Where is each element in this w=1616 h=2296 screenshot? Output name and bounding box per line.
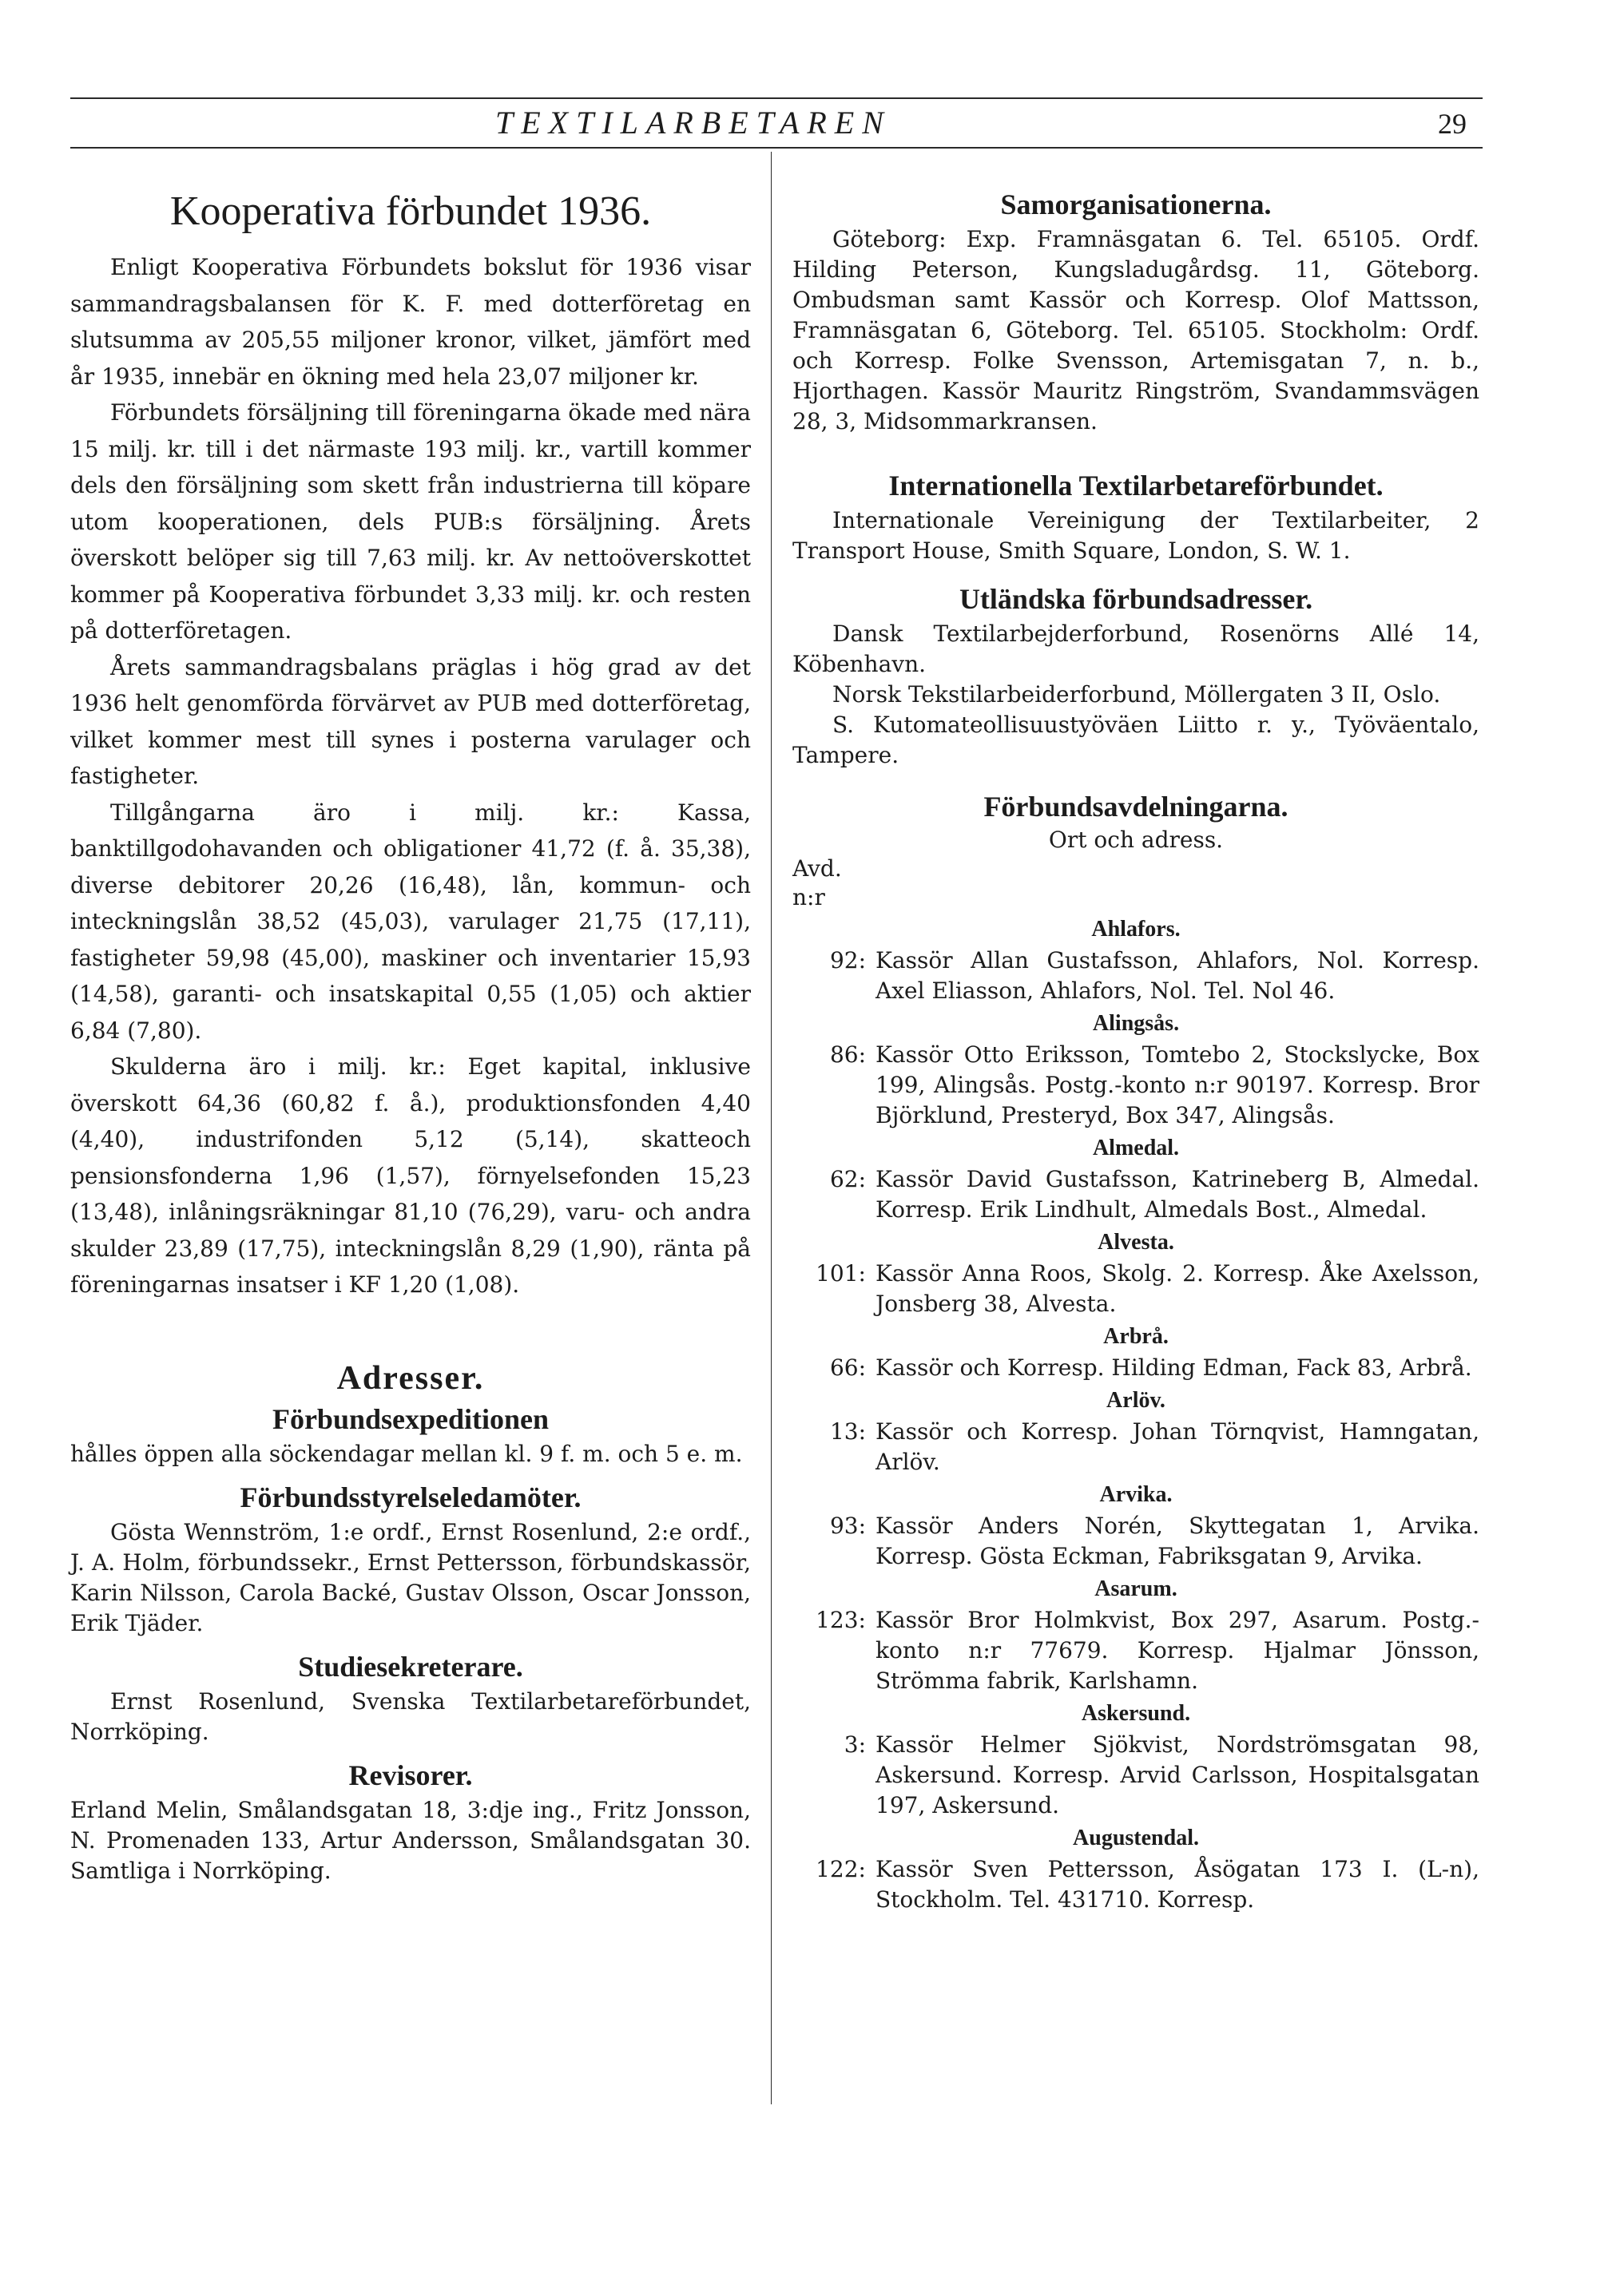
utlandska-item: Dansk Textilarbejderforbund, Rosenörns Allé 14, Köbenhavn.	[792, 621, 1479, 677]
section-heading: Förbundsexpeditionen	[272, 1402, 550, 1435]
avdelningar-heading: Förbundsavdelningarna.	[983, 791, 1288, 823]
column-divider	[771, 152, 772, 2104]
avd-label: Avd.	[792, 855, 842, 882]
section-heading: Revisorer.	[348, 1759, 473, 1791]
avdelning-entry	[792, 1259, 1479, 1319]
article-paragraph: Årets sammandragsbalans präglas i hög grad av det 1936 helt genomförda förvärvet av PUB med dotterföretag, vilket kommer mest till synes i posterna varulager och fastigheter.	[70, 653, 751, 789]
page-number: 29	[1438, 108, 1467, 140]
avdelning-entry	[792, 946, 1479, 1006]
avdelning-entry	[792, 1417, 1479, 1477]
avdelning-number: 101:	[816, 1260, 866, 1287]
avdelning-entry	[792, 1511, 1479, 1572]
article-title: Kooperativa förbundet 1936.	[169, 188, 652, 234]
avdelning-address: Kassör Allan Gustafsson, Ahlafors, Nol. Korresp. Axel Eliasson, Ahlafors, Nol. Tel. Nol 46.	[875, 947, 1479, 1004]
avdelning-town: Asarum.	[1094, 1576, 1177, 1601]
avdelning-address: Kassör Helmer Sjökvist, Nordströmsgatan 98, Askersund. Korresp. Arvid Carlsson, Hospitalsgatan 197, Askersund.	[875, 1731, 1479, 1818]
header-bottom-rule	[70, 147, 1483, 149]
utlandska-item: S. Kutomateollisuustyöväen Liitto r. y., Työväentalo, Tampere.	[792, 712, 1479, 768]
utlandska-heading: Utländska förbundsadresser.	[959, 583, 1313, 615]
article-paragraph: Enligt Kooperativa Förbundets bokslut för 1936 visar sammandragsbalansen för K. F. med dotterföretag en slutsumma av 205,55 miljoner kronor, vilket, jämfört med år 1935, innebär en ökning med hela 23,07 miljoner kr.	[70, 254, 751, 390]
avdelningar-subheading: Ort och adress.	[1048, 827, 1224, 853]
avdelning-number: 86:	[829, 1041, 866, 1068]
section-text: hålles öppen alla söckendagar mellan kl. 9 f. m. och 5 e. m.	[70, 1440, 743, 1467]
avdelning-number: 66:	[829, 1354, 866, 1381]
avdelning-entry	[792, 1730, 1479, 1821]
avdelning-number: 13:	[829, 1418, 866, 1445]
avdelning-address: Kassör Bror Holmkvist, Box 297, Asarum. Postg.-konto n:r 77679. Korresp. Hjalmar Jönsson, Strömma fabrik, Karlshamn.	[875, 1607, 1479, 1694]
article-paragraph: Tillgångarna äro i milj. kr.: Kassa, banktillgodohavanden och obligationer 41,72 (f. å. 35,38), diverse debitorer 20,26 (16,48), lån, kommun- och inteckningslån 38,52 (45,03), varulager 21,75 (17,11), fastigheter 59,98 (45,00), maskiner och inventarier 15,93 (14,58), garanti- och insatskapital 0,55 (1,05) och aktier 6,84 (7,80).	[70, 799, 751, 1044]
right-column	[792, 188, 1479, 1915]
avdelning-town: Arbrå.	[1103, 1324, 1169, 1349]
section-text: Erland Melin, Smålandsgatan 18, 3:dje ing., Fritz Jonsson, N. Promenaden 133, Artur Andersson, Smålandsgatan 30. Samtliga i Norrköping.	[70, 1796, 751, 1884]
avdelning-number: 92:	[829, 947, 866, 974]
avdelning-address: Kassör Otto Eriksson, Tomtebo 2, Stockslycke, Box 199, Alingsås. Postg.-konto n:r 90197. Korresp. Bror Björklund, Presteryd, Box 347, Alingsås.	[875, 1041, 1479, 1128]
section-text: Gösta Wennström, 1:e ordf., Ernst Rosenlund, 2:e ordf., J. A. Holm, förbundssekr., Ernst Pettersson, förbundskassör, Karin Nilsson, Carola Backé, Gustav Olsson, Oscar Jonsson, Erik Tjäder.	[70, 1518, 751, 1636]
article-paragraph: Förbundets försäljning till föreningarna ökade med nära 15 milj. kr. till i det närmaste 193 milj. kr., vartill kommer dels den försäljning som skett från industrierna till köpare utom kooperationen, dels PUB:s försäljning. Årets överskott belöper sig till 7,63 milj. kr. Av nettoöverskottet kommer på Kooperativa förbundet 3,33 milj. kr. och resten på dotterföretagen.	[70, 399, 751, 644]
avdelning-address: Kassör Sven Pettersson, Åsögatan 173 I. (L-n), Stockholm. Tel. 431710. Korresp.	[875, 1856, 1479, 1913]
avdelning-entry	[792, 1854, 1479, 1915]
avdelning-entry	[792, 1164, 1479, 1225]
avdelning-number: 123:	[816, 1607, 866, 1633]
samorg-heading: Samorganisationerna.	[1000, 188, 1272, 220]
avdelning-town: Augustendal.	[1073, 1826, 1199, 1850]
article-paragraph: Skulderna äro i milj. kr.: Eget kapital, inklusive överskott 64,36 (60,82 f. å.), produktionsfonden 4,40 (4,40), industrifonden 5,12 (5,14), skatteoch pensionsfonderna 1,96 (1,57), förnyelsefonden 15,23 (13,48), inlåningsräkningar 81,10 (76,29), varu- och andra skulder 23,89 (17,75), inteckningslån 8,29 (1,90), ränta på föreningarnas insatser i KF 1,20 (1,08).	[70, 1053, 751, 1298]
avdelning-number: 122:	[816, 1856, 866, 1882]
avdelning-address: Kassör Anna Roos, Skolg. 2. Korresp. Åke Axelsson, Jonsberg 38, Alvesta.	[875, 1260, 1479, 1317]
avdelning-address: Kassör och Korresp. Hilding Edman, Fack 83, Arbrå.	[875, 1354, 1472, 1381]
section-heading: Förbundsstyrelseledamöter.	[240, 1481, 582, 1513]
avdelning-town: Ahlafors.	[1091, 917, 1181, 942]
running-title: TEXTILARBETAREN	[495, 105, 891, 141]
adresser-title: Adresser.	[336, 1359, 485, 1397]
section-heading: Studiesekreterare.	[298, 1650, 523, 1683]
samorg-text: Göteborg: Exp. Framnäsgatan 6. Tel. 65105. Ordf. Hilding Peterson, Kungsladugårdsg. 11, Göteborg. Ombudsman samt Kassör och Korresp. Olof Mattsson, Framnäsgatan 6, Göteborg. Tel. 65105. Stockholm: Ordf. och Korresp. Folke Svensson, Artemisgatan 7, n. b., Hjorthagen. Kassör Mauritz Ringström, Svandammsvägen 28, 3, Midsommarkransen.	[792, 226, 1479, 434]
avdelning-town: Arvika.	[1099, 1482, 1173, 1507]
section-text: Ernst Rosenlund, Svenska Textilarbetareförbundet, Norrköping.	[70, 1687, 751, 1745]
avdelning-entry	[792, 1605, 1479, 1696]
header-top-rule	[70, 97, 1483, 99]
internationella-heading: Internationella Textilarbetareförbundet.	[888, 470, 1384, 502]
avdelning-town: Alingsås.	[1092, 1011, 1180, 1036]
avdelning-town: Almedal.	[1092, 1136, 1180, 1160]
avdelning-number: 62:	[829, 1166, 866, 1192]
internationella-text: Internationale Vereinigung der Textilarbeiter, 2 Transport House, Smith Square, London, S. W. 1.	[792, 507, 1479, 564]
avdelning-entry	[792, 1040, 1479, 1131]
avdelning-address: Kassör Anders Norén, Skyttegatan 1, Arvika. Korresp. Gösta Eckman, Fabriksgatan 9, Arvika.	[875, 1513, 1479, 1569]
avdelning-number: 3:	[844, 1731, 866, 1758]
nr-label: n:r	[792, 884, 825, 910]
avdelning-number: 93:	[829, 1513, 866, 1539]
avdelning-address: Kassör och Korresp. Johan Törnqvist, Hamngatan, Arlöv.	[875, 1418, 1479, 1475]
avdelning-address: Kassör David Gustafsson, Katrineberg B, Almedal. Korresp. Erik Lindhult, Almedals Bost., Almedal.	[875, 1166, 1479, 1223]
avdelning-town: Askersund.	[1081, 1701, 1191, 1726]
left-column	[70, 188, 751, 1886]
avdelning-entry	[792, 1353, 1479, 1383]
avdelning-town: Arlöv.	[1106, 1388, 1165, 1413]
avdelning-list	[792, 917, 1479, 1915]
utlandska-item: Norsk Tekstilarbeiderforbund, Möllergaten 3 II, Oslo.	[832, 681, 1441, 708]
avdelning-town: Alvesta.	[1098, 1230, 1174, 1255]
